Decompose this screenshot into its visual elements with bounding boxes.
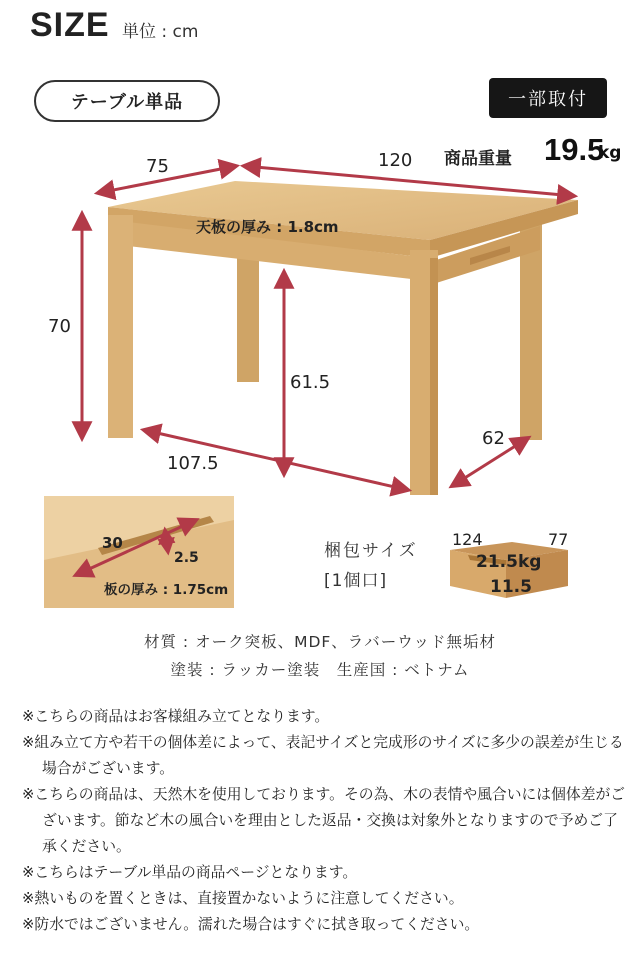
- top-thickness-label: 天板の厚み : 1.8cm: [196, 218, 339, 236]
- package-weight: 21.5kg: [476, 552, 542, 572]
- notes-list: [22, 704, 627, 938]
- width-label: 120: [378, 150, 413, 171]
- package-height: 11.5: [490, 577, 532, 597]
- assembly-badge: 一部取付: [489, 78, 607, 118]
- slot-length-label: 30: [102, 534, 123, 552]
- package-count: [1個口]: [324, 571, 388, 591]
- note-item: ※防水ではございません。濡れた場合はすぐに拭き取ってください。: [22, 916, 480, 933]
- weight-label: 商品重量: [444, 149, 512, 169]
- slot-width-label: 2.5: [174, 550, 199, 566]
- clearance-label: 61.5: [290, 372, 331, 393]
- product-type-tag: テーブル単品: [34, 80, 220, 122]
- material-text: 材質 : オーク突板、MDF、ラバーウッド無垢材: [144, 633, 496, 651]
- board-thickness-label: 板の厚み : 1.75cm: [104, 582, 229, 598]
- note-item: ※こちらの商品はお客様組み立てとなります。: [22, 708, 330, 725]
- note-item: ※こちらはテーブル単品の商品ページとなります。: [22, 864, 358, 881]
- table-leg-back-left: [237, 250, 259, 382]
- table-leg-front-left: [108, 215, 133, 438]
- unit-label: 単位 : cm: [122, 22, 199, 42]
- height-label: 70: [48, 316, 71, 337]
- note-item: ※熱いものを置くときは、直接置かないように注意してください。: [22, 890, 464, 907]
- board-detail-inset: [44, 496, 234, 608]
- inner-depth-label: 62: [482, 428, 505, 449]
- package-label: 梱包サイズ: [324, 541, 418, 561]
- note-item: ※組み立て方や若干の個体差によって、表記サイズと完成形のサイズに多少の誤差が生じる場合がございます。: [22, 734, 624, 777]
- size-title: SIZE: [30, 6, 110, 44]
- inner-width-label: 107.5: [167, 453, 219, 474]
- depth-label: 75: [146, 156, 169, 177]
- weight-value: 19.5: [544, 132, 605, 167]
- note-item: ※こちらの商品は、天然木を使用しております。その為、木の表情や風合いには個体差がございます。節など木の風合いを理由とした返品・交換は対象外となりますので予めご了承ください。: [22, 786, 626, 855]
- materials-section: [0, 628, 640, 684]
- weight-unit: kg: [598, 143, 622, 163]
- finish-origin-text: 塗装 : ラッカー塗装 生産国 : ベトナム: [170, 661, 470, 679]
- package-width: 77: [548, 530, 569, 549]
- package-length: 124: [452, 530, 483, 549]
